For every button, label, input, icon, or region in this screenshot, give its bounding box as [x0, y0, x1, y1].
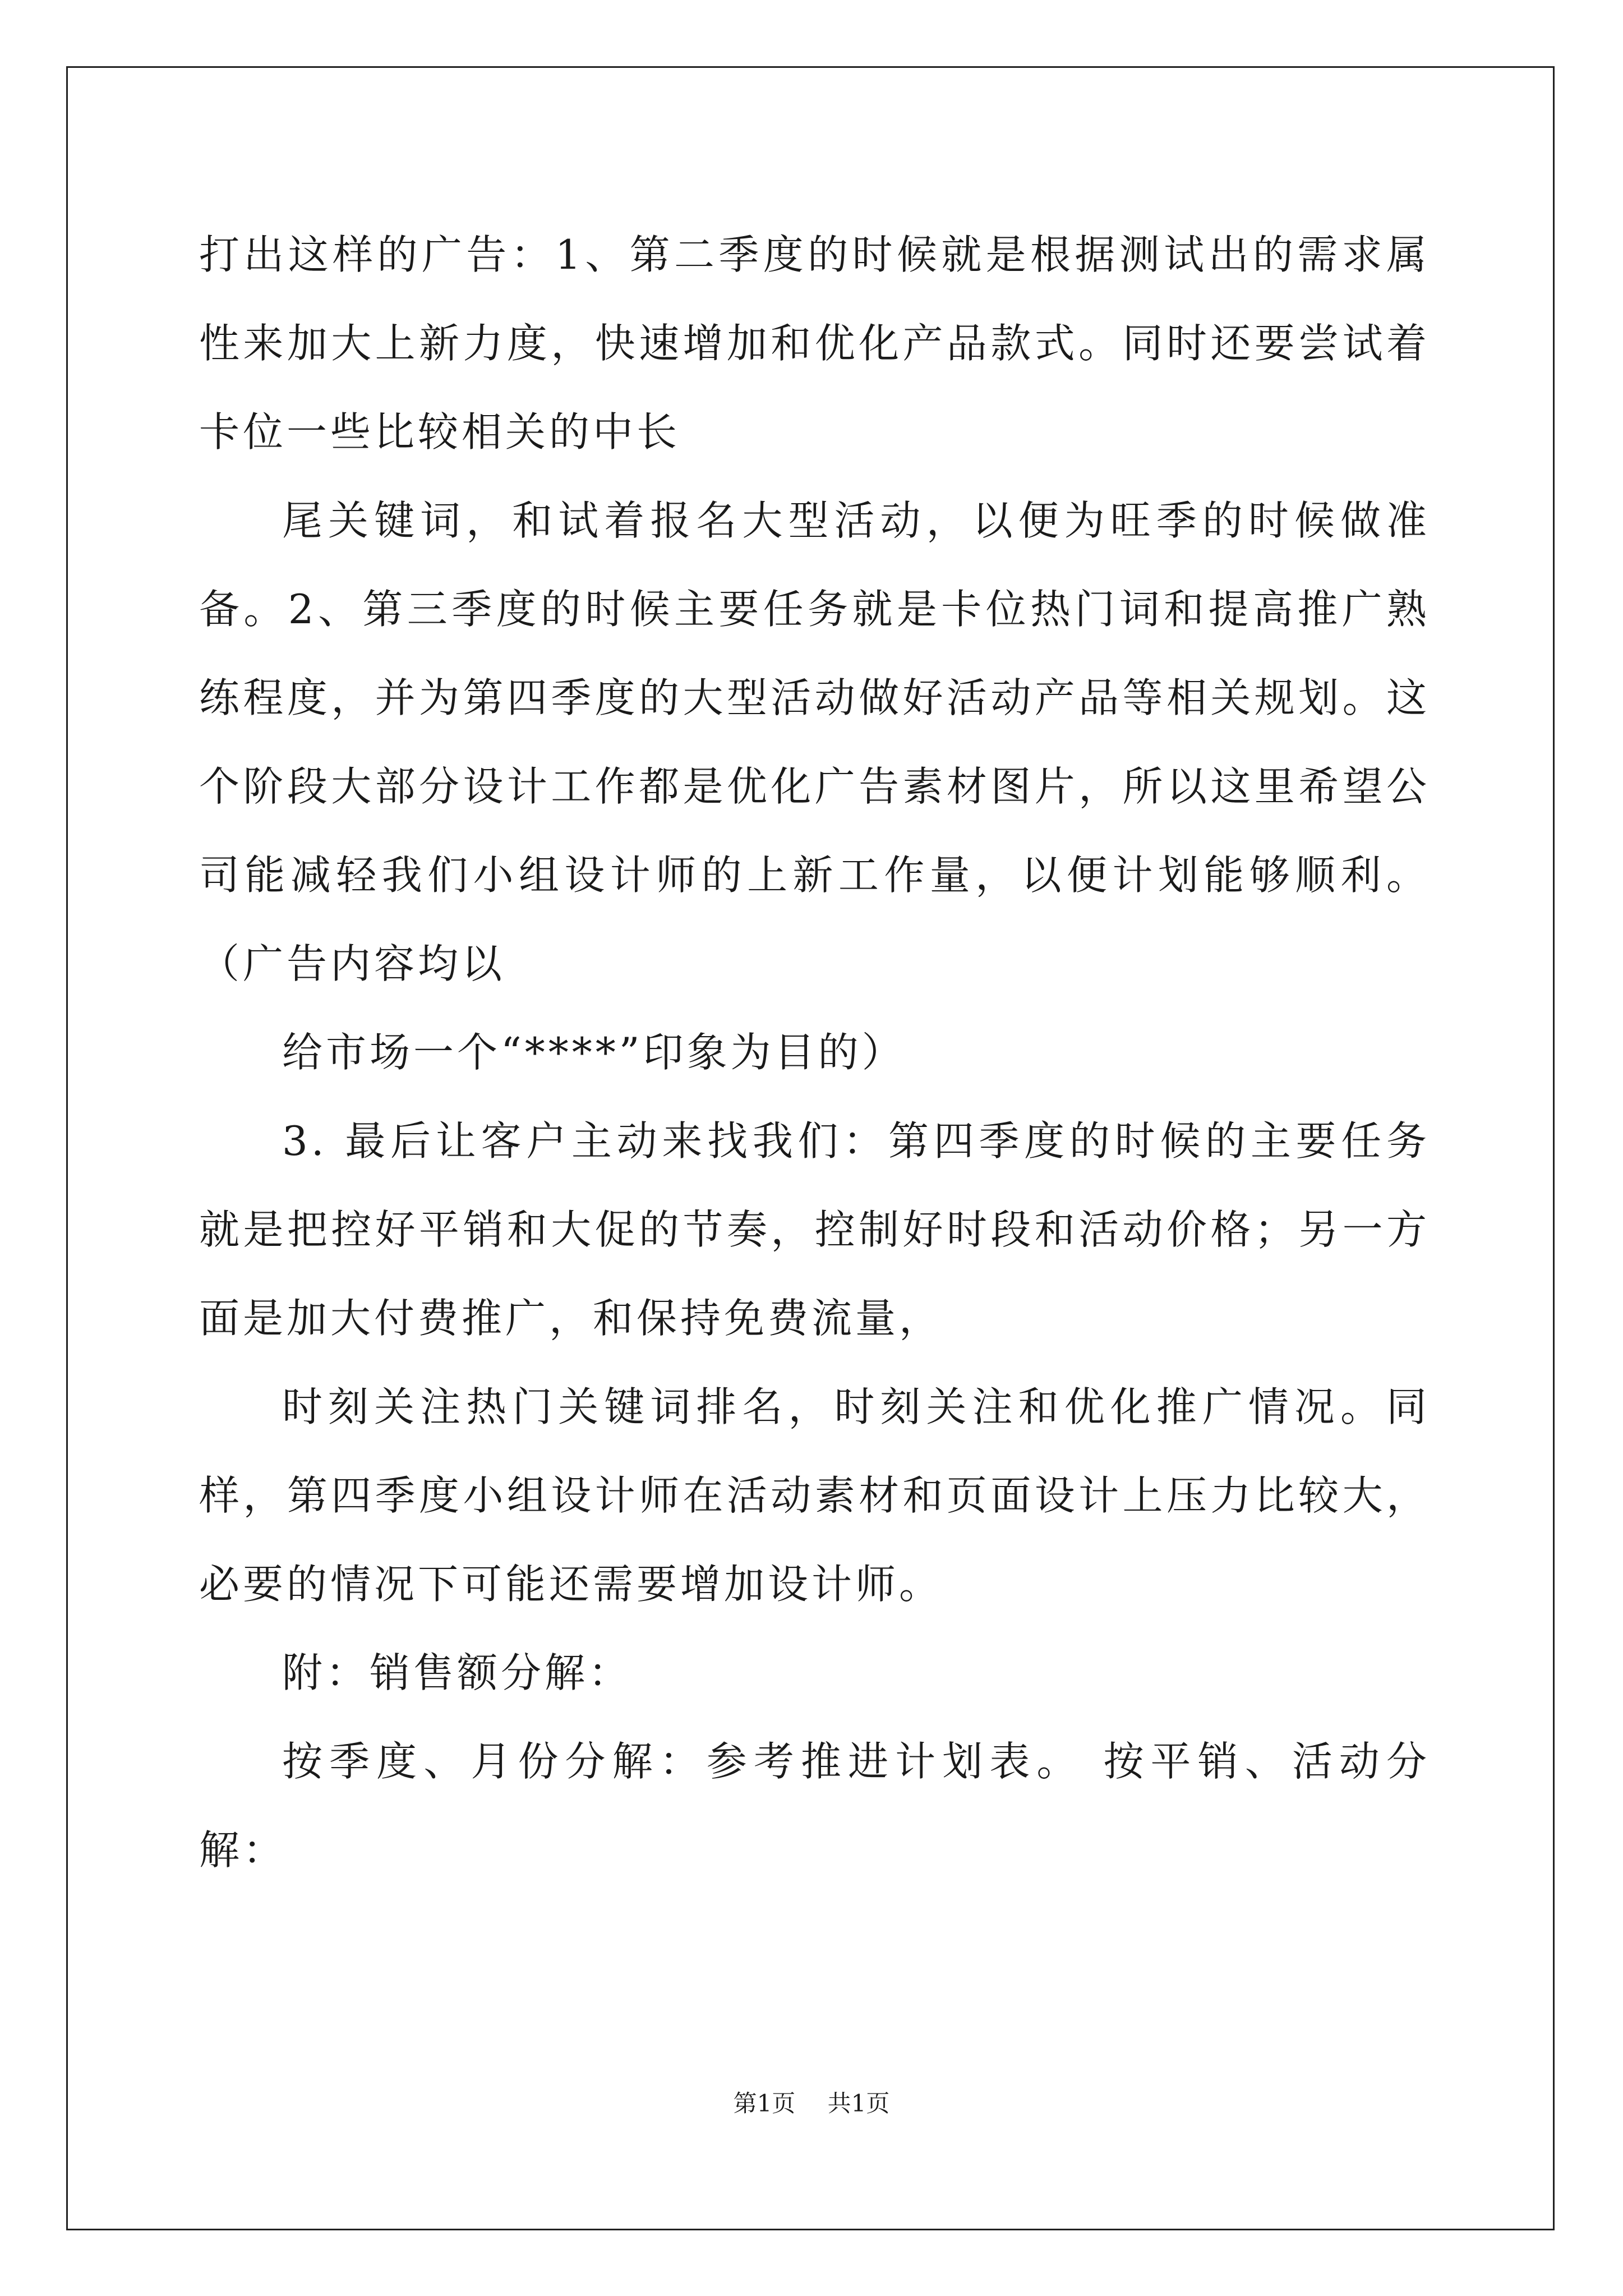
page-current: 第1页 — [733, 2090, 796, 2117]
paragraph-6: 附：销售额分解： — [282, 1649, 633, 1696]
paragraph-4: 3. 最后让客户主动来找我们：第四季度的时候的主要任务就是把控好平销和大促的节奏，控制好时段和活动价格；另一方面是加大付费推广，和保持免费流量， — [199, 1117, 1430, 1342]
page-total: 共1页 — [827, 2090, 890, 2117]
paragraph-5: 时刻关注热门关键词排名，时刻关注和优化推广情况。同样，第四季度小组设计师在活动素材和页面设计上压力比较大，必要的情况下可能还需要增加设计师。 — [199, 1383, 1430, 1608]
paragraph-1: 打出这样的广告：1、第二季度的时候就是根据测试出的需求属性来加大上新力度，快速增加和优化产品款式。同时还要尝试着卡位一些比较相关的中长 — [199, 231, 1430, 455]
paragraph-7: 按季度、月份分解：参考推进计划表。 按平销、活动分解： — [199, 1738, 1430, 1874]
page-footer — [0, 2090, 1623, 2118]
document-body — [199, 210, 1430, 1894]
paragraph-3: 给市场一个“****”印象为目的） — [282, 1029, 906, 1076]
paragraph-2: 尾关键词，和试着报名大型活动，以便为旺季的时候做准备。2、第三季度的时候主要任务就是卡位热门词和提高推广熟练程度，并为第四季度的大型活动做好活动产品等相关规划。这个阶段大部分设计工作都是优化广告素材图片，所以这里希望公司能减轻我们小组设计师的上新工作量，以便计划能够顺利。（广告内容均以 — [199, 497, 1430, 987]
